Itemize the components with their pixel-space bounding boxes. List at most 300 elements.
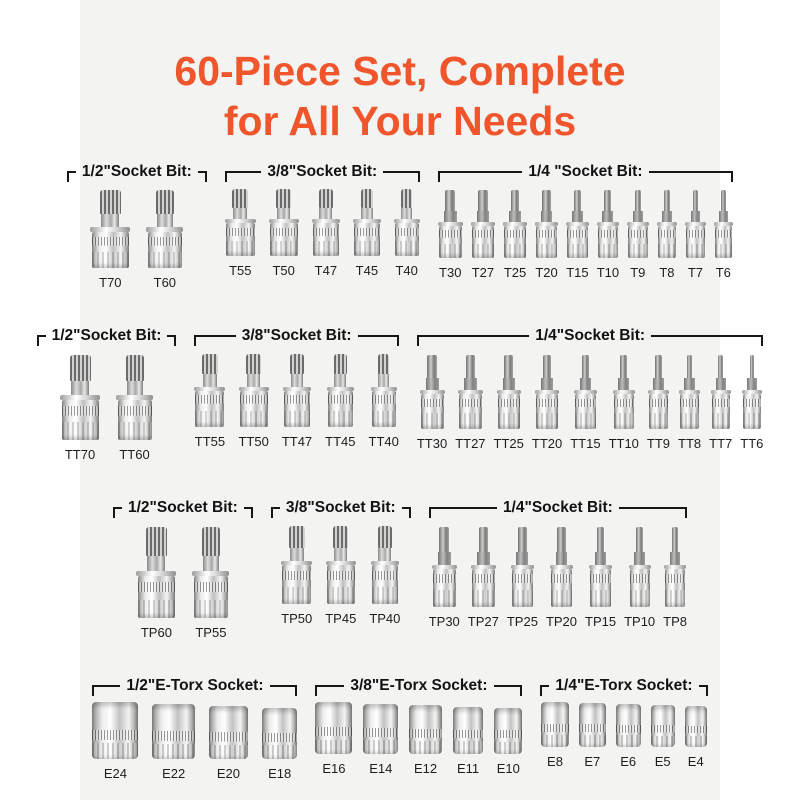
socket-bit-figure [438, 188, 463, 258]
hex-shank [290, 548, 304, 561]
socket-body [439, 226, 462, 258]
bit-item [394, 188, 420, 278]
bit-item [152, 704, 195, 781]
e-torx-socket-figure [651, 705, 675, 747]
bit-item [209, 706, 248, 781]
hex-shank [464, 378, 477, 390]
e-torx-socket-figure [616, 704, 641, 747]
bit-size-label: T25 [503, 265, 527, 280]
socket-bit-figure [239, 352, 269, 427]
bit-size-label: TT40 [368, 433, 399, 449]
hex-shank [334, 548, 347, 561]
bit-item [585, 524, 616, 629]
torx-tip [334, 354, 346, 375]
bracket-line-right [358, 335, 399, 346]
socket-bit-figure [550, 524, 573, 607]
bit-group [92, 676, 297, 781]
socket-body [567, 226, 588, 258]
socket-body [680, 394, 699, 429]
socket-body [327, 565, 355, 604]
socket-bit-figure [146, 188, 183, 268]
page-title-line-2: for All Your Needs [223, 98, 577, 144]
bracket-line-right [651, 335, 763, 346]
group-bracket [194, 326, 398, 346]
bit-size-label: TT20 [531, 436, 563, 451]
bit-size-label: E7 [584, 754, 601, 770]
socket-body [575, 394, 596, 429]
bit-group [67, 162, 207, 290]
bit-item [663, 524, 687, 629]
socket-body [240, 391, 268, 427]
bit-item [597, 188, 619, 280]
torx-tip [401, 189, 412, 208]
socket-body [372, 565, 399, 604]
socket-body [92, 232, 129, 268]
bracket-line-right [402, 507, 411, 518]
group-label: 1/2"Socket Bit: [51, 327, 162, 344]
torx-tip [574, 190, 582, 211]
hex-shank [477, 211, 490, 222]
group-label: 1/4 "Socket Bit: [528, 163, 643, 180]
group-bracket [113, 498, 253, 518]
bracket-line-left [271, 507, 280, 518]
bit-item [678, 352, 701, 451]
hex-shank [444, 211, 457, 222]
bit-item [116, 352, 153, 462]
bracket-line-right [494, 685, 523, 696]
socket-body [649, 394, 668, 429]
torx-plus-socket-bits-row [113, 498, 687, 640]
bit-list [225, 188, 420, 278]
bit-group [225, 162, 420, 278]
group-bracket [429, 498, 687, 518]
torx-tip [604, 190, 611, 211]
bit-list [429, 524, 687, 629]
bit-size-label: T10 [596, 265, 620, 280]
hex-shank [477, 552, 490, 565]
bit-item [363, 704, 398, 777]
socket-bit-figure [458, 352, 482, 429]
socket-bit-figure [679, 352, 700, 429]
bit-list [438, 188, 733, 280]
torx-tip [718, 355, 723, 378]
e-torx-socket-figure [152, 704, 195, 759]
socket-bit-figure [657, 188, 678, 258]
hex-shank [602, 211, 613, 222]
bit-list [136, 524, 229, 640]
bit-item [535, 188, 558, 280]
bit-size-label: T15 [566, 265, 589, 280]
socket-body [743, 394, 761, 429]
hex-shank [233, 208, 247, 219]
socket-body [118, 400, 152, 440]
group-label: 1/2"Socket Bit: [127, 499, 238, 516]
bit-group [113, 498, 253, 640]
socket-body [354, 223, 379, 256]
bit-item [455, 352, 485, 451]
bit-item [136, 524, 176, 640]
bit-item [325, 524, 356, 626]
bit-size-label: T8 [659, 265, 675, 280]
group-bracket [92, 676, 297, 696]
hex-shank [595, 552, 606, 565]
torx-tip [655, 355, 661, 378]
socket-bit-figure [627, 188, 648, 258]
socket-bit-figure [597, 188, 619, 258]
hex-shank [101, 214, 119, 227]
bit-item [468, 524, 499, 629]
torx-tip [557, 527, 565, 552]
bit-size-label: E14 [369, 761, 393, 777]
bit-size-label: T55 [229, 263, 252, 278]
socket-bit-figure [497, 352, 521, 429]
bracket-line-left [429, 507, 497, 518]
torx-tip [289, 526, 305, 548]
socket-bit-figure [116, 352, 153, 440]
torx-tip [290, 354, 304, 375]
bit-item [740, 352, 763, 451]
e-torx-socket-figure [209, 706, 248, 759]
hex-shank [684, 378, 694, 390]
bracket-line-left [417, 335, 529, 346]
socket-body [328, 391, 353, 427]
collar-ring [371, 387, 397, 391]
group-label: 3/8"Socket Bit: [241, 327, 352, 344]
bit-item [281, 524, 312, 626]
bit-item [546, 524, 577, 629]
bit-item [369, 524, 400, 626]
socket-bit-figure [269, 188, 299, 256]
bit-item [494, 708, 522, 776]
socket-body [226, 223, 255, 256]
product-infographic-panel [51, 0, 764, 800]
bit-size-label: E12 [413, 761, 438, 777]
bit-size-label: TT60 [119, 447, 150, 462]
bit-item [647, 352, 670, 451]
socket-bit-figure [535, 188, 558, 258]
torx-tip [361, 189, 373, 208]
bit-size-label: TT9 [646, 436, 671, 451]
socket-body [504, 226, 526, 258]
collar-ring [283, 387, 312, 391]
socket-bit-figure [60, 352, 100, 440]
torx-tip [232, 189, 248, 208]
socket-body [284, 391, 311, 427]
group-label: 3/8"Socket Bit: [267, 163, 378, 180]
hex-shank [277, 208, 290, 219]
socket-body [628, 226, 647, 258]
group-label: 1/4"Socket Bit: [502, 499, 613, 516]
bit-size-label: TT47 [281, 433, 313, 449]
socket-body [614, 394, 634, 429]
bit-size-label: TT27 [455, 436, 486, 451]
hex-shank [203, 374, 217, 386]
socket-body [195, 391, 224, 427]
e-torx-sockets-row [92, 676, 707, 781]
socket-body [712, 394, 730, 429]
bit-item [503, 188, 527, 280]
e-torx-socket-figure [315, 702, 352, 754]
socket-body [536, 226, 557, 258]
torx-tip [202, 527, 220, 555]
socket-body [421, 394, 444, 429]
bit-size-label: E24 [103, 766, 127, 782]
bracket-line-right [649, 171, 734, 182]
bit-size-label: TT70 [64, 447, 96, 462]
bit-size-label: TP50 [281, 611, 313, 627]
socket-body [590, 569, 611, 607]
socket-body [536, 394, 557, 429]
torx-tip [664, 190, 670, 211]
socket-bit-figure [471, 188, 495, 258]
bit-item [507, 524, 538, 629]
bit-size-label: TT55 [194, 433, 226, 449]
socket-bit-figure [664, 524, 685, 607]
group-label: 3/8"E-Torx Socket: [350, 677, 488, 695]
security-torx-socket-bits-row [37, 326, 764, 462]
bracket-line-right [198, 171, 207, 182]
bit-item [194, 352, 225, 449]
bit-group [194, 326, 398, 449]
bit-group [315, 676, 522, 776]
bit-list [315, 702, 522, 776]
bit-item [566, 188, 589, 280]
bit-item [471, 188, 495, 280]
bracket-line-right [619, 507, 687, 518]
e-torx-socket-figure [363, 704, 398, 755]
bit-size-label: T40 [395, 263, 418, 278]
socket-bit-figure [471, 524, 495, 607]
socket-body [665, 569, 684, 607]
hex-shank [634, 552, 645, 565]
hex-shank [203, 556, 219, 571]
bracket-line-left [315, 685, 344, 696]
bit-item [616, 704, 641, 769]
socket-bit-figure [312, 188, 341, 256]
socket-body [630, 569, 650, 607]
hex-shank [618, 378, 629, 390]
e-torx-socket-figure [685, 706, 707, 747]
bit-item [438, 188, 463, 280]
socket-bit-figure [371, 524, 400, 604]
torx-tip [276, 189, 291, 208]
socket-bit-figure [629, 524, 651, 607]
bit-item [624, 524, 655, 629]
socket-body [686, 226, 704, 258]
socket-bit-figure [742, 352, 762, 429]
socket-bit-figure [283, 352, 312, 427]
hex-shank [319, 208, 332, 219]
bit-group [540, 676, 707, 769]
bit-group [417, 326, 764, 451]
bit-size-label: TP55 [195, 625, 227, 641]
socket-body [551, 569, 572, 607]
bit-size-label: TP20 [545, 613, 578, 629]
e-torx-socket-figure [579, 703, 606, 747]
socket-bit-figure [420, 352, 445, 429]
e-torx-socket-figure [409, 705, 442, 754]
socket-bit-figure [371, 352, 397, 427]
group-bracket [271, 498, 411, 518]
bracket-line-right [699, 685, 708, 696]
socket-bit-figure [225, 188, 256, 256]
torx-tip [319, 189, 333, 208]
hex-shank [747, 378, 756, 390]
hex-shank [541, 211, 553, 222]
socket-bit-figure [503, 188, 527, 258]
bracket-line-right [167, 335, 176, 346]
bit-size-label: T70 [99, 275, 122, 290]
torx-tip [721, 190, 726, 211]
torx-tip [543, 355, 551, 378]
socket-body [313, 223, 340, 256]
torx-tip [466, 355, 475, 378]
bit-size-label: TP8 [663, 613, 688, 629]
bit-size-label: E18 [268, 766, 292, 782]
bit-item [685, 188, 705, 280]
bit-item [60, 352, 100, 462]
collar-ring [327, 387, 354, 391]
torx-tip [479, 527, 488, 552]
socket-bit-figure [432, 524, 457, 607]
bit-item [192, 524, 229, 640]
bit-item [657, 188, 678, 280]
torx-tip [511, 190, 520, 211]
bit-size-label: TT6 [740, 436, 764, 451]
bit-item [369, 352, 399, 449]
bit-group [271, 498, 411, 626]
bit-item [532, 352, 562, 451]
bit-item [453, 707, 483, 777]
socket-body [270, 223, 298, 256]
bit-size-label: TP10 [624, 613, 656, 629]
socket-bit-figure [648, 352, 669, 429]
torx-tip [693, 190, 698, 211]
socket-bit-figure [685, 188, 705, 258]
bit-item [238, 352, 268, 449]
bit-item [262, 708, 298, 781]
bit-item [146, 188, 183, 290]
bit-item [353, 188, 380, 278]
torx-tip [687, 355, 693, 378]
torx-tip [518, 527, 527, 552]
socket-bit-figure [589, 524, 612, 607]
e-torx-socket-figure [453, 707, 483, 755]
hex-shank [653, 378, 664, 390]
socket-bit-figure [353, 188, 380, 256]
page-title [80, 0, 720, 146]
bit-item [409, 705, 442, 776]
bit-item [90, 188, 130, 290]
torx-tip [202, 354, 218, 375]
torx-tip [478, 190, 487, 211]
bit-item [417, 352, 447, 451]
bracket-line-left [92, 685, 120, 696]
bit-group [37, 326, 177, 462]
bit-size-label: E20 [216, 766, 240, 782]
hex-shank [572, 211, 583, 222]
bit-size-label: T27 [471, 265, 495, 280]
torx-tip [378, 354, 389, 375]
bit-list [90, 188, 183, 290]
bit-item [579, 703, 606, 769]
socket-body [372, 391, 396, 427]
group-bracket [315, 676, 522, 696]
hex-shank [334, 374, 346, 386]
socket-bit-figure [326, 524, 356, 604]
collar-ring [194, 387, 225, 391]
hex-shank [633, 211, 644, 222]
bit-size-label: T30 [439, 265, 462, 280]
bit-size-label: E6 [620, 754, 637, 770]
bit-size-label: TT15 [570, 436, 601, 451]
hex-shank [516, 552, 528, 565]
bit-item [282, 352, 312, 449]
socket-bit-figure [281, 524, 312, 604]
group-label: 1/2"E-Torx Socket: [126, 677, 264, 695]
bit-size-label: T47 [314, 263, 338, 278]
torx-tip [635, 190, 641, 211]
hex-shank [378, 548, 391, 561]
socket-body [138, 576, 175, 618]
bit-size-label: E11 [456, 761, 480, 777]
collar-ring [239, 387, 269, 391]
hex-shank [127, 381, 143, 395]
bit-item [325, 352, 355, 449]
torx-tip [439, 527, 449, 552]
bit-group [429, 498, 687, 629]
bit-size-label: E16 [322, 761, 346, 777]
bit-item [609, 352, 639, 451]
socket-bit-figure [535, 352, 558, 429]
bit-list [92, 702, 297, 781]
hex-shank [541, 378, 553, 390]
bit-size-label: TP25 [506, 613, 538, 629]
torx-tip [156, 190, 174, 214]
hex-shank [691, 211, 701, 222]
socket-bit-figure [194, 352, 225, 427]
socket-bit-figure [136, 524, 176, 618]
socket-body [282, 565, 311, 604]
bit-size-label: TT50 [238, 433, 269, 449]
bit-list [281, 524, 400, 626]
torx-tip [597, 527, 605, 552]
bracket-line-left [67, 171, 76, 182]
bit-size-label: TP30 [428, 613, 460, 629]
bit-item [714, 188, 734, 280]
torx-tip [750, 355, 755, 378]
torx-tip [378, 526, 392, 548]
bracket-line-left [37, 335, 46, 346]
socket-body [598, 226, 618, 258]
bit-size-label: TP15 [585, 613, 617, 629]
socket-body [472, 226, 494, 258]
e-torx-socket-figure [92, 702, 138, 759]
group-label: 1/2"Socket Bit: [81, 163, 192, 180]
bit-size-label: E5 [654, 754, 671, 770]
bit-size-label: E8 [547, 754, 563, 770]
torx-tip [70, 355, 91, 381]
socket-bit-figure [90, 188, 130, 268]
bit-size-label: T7 [687, 265, 703, 280]
torx-tip [427, 355, 437, 378]
socket-bit-figure [511, 524, 535, 607]
group-bracket [37, 326, 177, 346]
hex-shank [716, 378, 726, 390]
socket-bit-figure [394, 188, 420, 256]
bit-size-label: TP40 [369, 611, 401, 627]
bit-item [709, 352, 732, 451]
